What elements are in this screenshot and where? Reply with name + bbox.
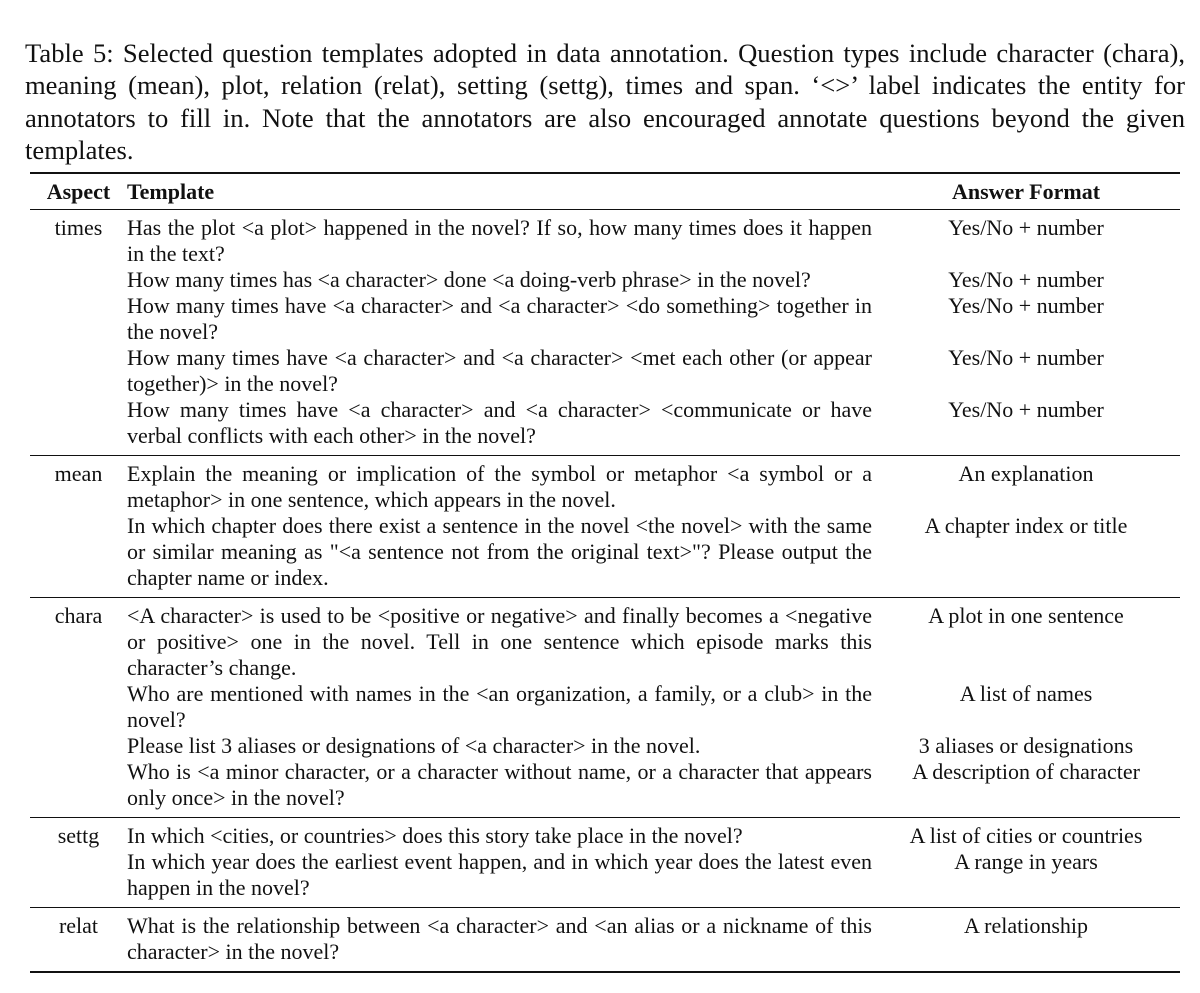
template-cell: In which year does the earliest event happen, and in which year does the latest even happen in the novel? [127,849,872,900]
answer-format-cell: A description of character [912,759,1140,784]
template-cell: Explain the meaning or implication of the symbol or metaphor <a symbol or a metaphor> in one sentence, which appears in the novel. [127,456,872,514]
header-answer-format: Answer Format [872,173,1180,210]
table-row [30,733,1180,759]
header-aspect: Aspect [30,173,127,210]
answer-format-cell: A relationship [872,908,1180,973]
template-cell: Please list 3 aliases or designations of <a character> in the novel. [127,733,701,758]
answer-format-cell: Yes/No + number [948,293,1104,318]
template-cell: In which <cities, or countries> does this story take place in the novel? [127,818,872,850]
table-row [30,267,1180,293]
answer-format-cell: Yes/No + number [948,397,1104,422]
table-row [30,759,1180,818]
template-cell: <A character> is used to be <positive or negative> and finally becomes a <negative or positive> one in the novel. Tell in one sentence which episode marks this character’s change. [127,598,872,682]
table-row [30,456,1180,514]
answer-format-cell: A plot in one sentence [872,598,1180,682]
template-cell: How many times have <a character> and <a character> <do something> together in the novel? [127,293,872,344]
template-cell: In which chapter does there exist a sentence in the novel <the novel> with the same or similar meaning as "<a sentence not from the original text>"? Please output the chapter name or index. [127,513,872,590]
template-cell: Who are mentioned with names in the <an organization, a family, or a club> in the novel? [127,681,872,732]
header-template: Template [127,173,872,210]
answer-format-cell: A list of names [959,681,1093,706]
table-row [30,397,1180,456]
aspect-cell-relat: relat [30,908,127,973]
table-row [30,513,1180,598]
template-cell: What is the relationship between <a character> and <an alias or a nickname of this character> in the novel? [127,908,872,973]
answer-format-cell: An explanation [872,456,1180,514]
table-row [30,908,1180,973]
aspect-cell-mean: mean [30,456,127,598]
question-template-table [30,172,1180,973]
table-header-row [30,173,1180,210]
answer-format-cell: Yes/No + number [948,215,1104,240]
template-cell: How many times have <a character> and <a character> <communicate or have verbal conflicts with each other> in the novel? [127,397,872,448]
table-row [30,345,1180,397]
table-row [30,681,1180,733]
answer-format-cell: A chapter index or title [924,513,1128,538]
table-caption: Table 5: Selected question templates adopted in data annotation. Question types include character (chara), meaning (mean), plot, relation (relat), setting (settg), times and span. ‘<>’ label indicates the entity for annotators to fill in. Note that the annotators are also encouraged annotate questions beyond the given templates. [25,37,1185,166]
aspect-cell-times: times [54,215,103,240]
table-row [30,818,1180,850]
answer-format-cell: 3 aliases or designations [918,733,1134,758]
table-row [30,598,1180,682]
answer-format-cell: A list of cities or countries [872,818,1180,850]
table-row [30,293,1180,345]
aspect-cell-chara: chara [30,598,127,818]
table-row [30,849,1180,908]
aspect-cell-settg: settg [30,818,127,908]
answer-format-cell: Yes/No + number [948,345,1104,370]
answer-format-cell: A range in years [954,849,1098,874]
template-cell: Who is <a minor character, or a character without name, or a character that appears only once> in the novel? [127,759,872,810]
table-row [30,210,1180,268]
template-cell: How many times has <a character> done <a doing-verb phrase> in the novel? [127,267,811,292]
template-cell: How many times have <a character> and <a character> <met each other (or appear together)> in the novel? [127,345,872,396]
template-cell: Has the plot <a plot> happened in the novel? If so, how many times does it happen in the text? [127,215,872,266]
answer-format-cell: Yes/No + number [948,267,1104,292]
